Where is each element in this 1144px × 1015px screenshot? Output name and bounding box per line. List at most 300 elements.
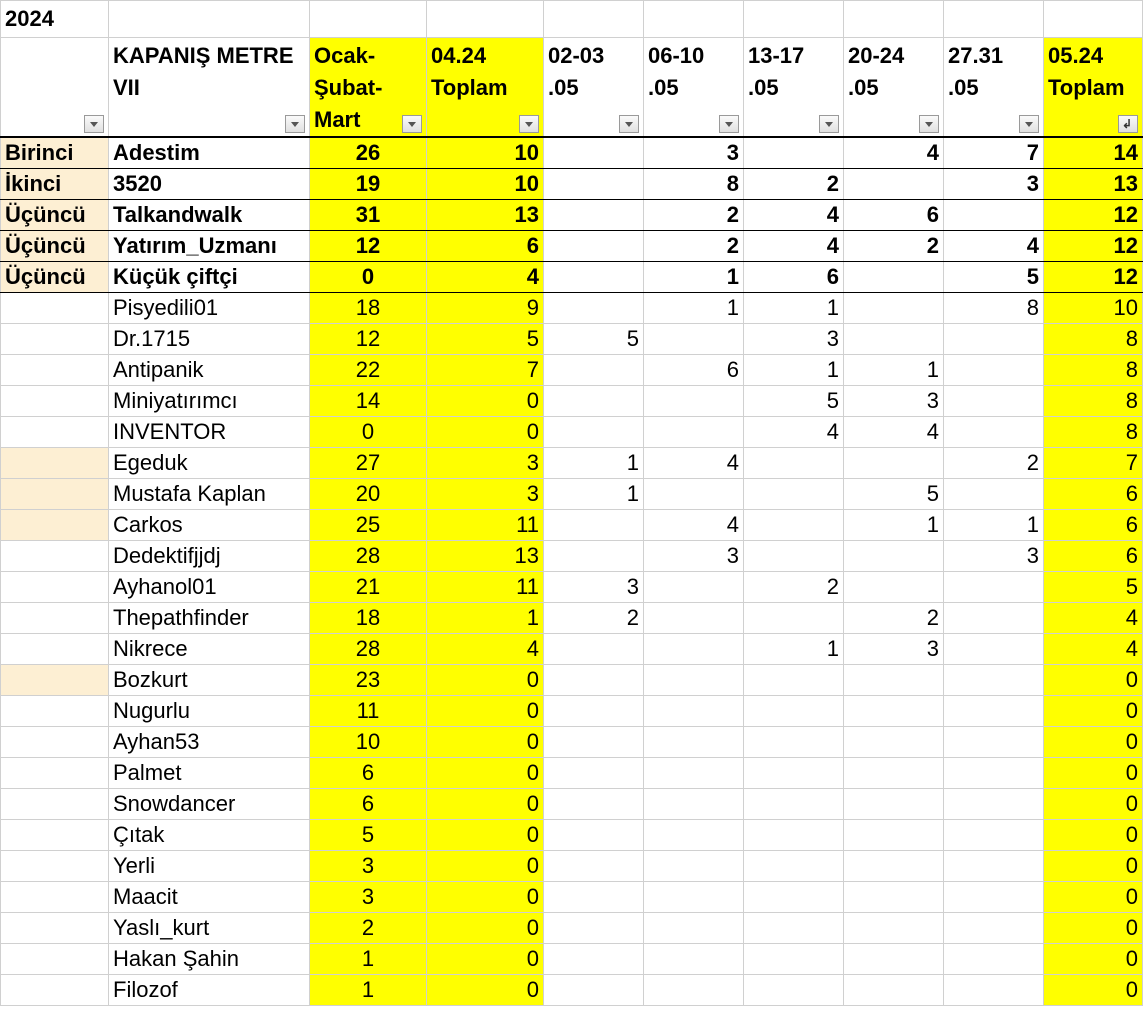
cell-w2[interactable]: 4: [644, 510, 744, 541]
cell-q1[interactable]: 6: [310, 758, 427, 789]
cell-w4[interactable]: [844, 758, 944, 789]
cell-w2[interactable]: 4: [644, 448, 744, 479]
cell-apr[interactable]: 0: [427, 696, 544, 727]
cell-w1[interactable]: [544, 944, 644, 975]
cell-w5[interactable]: [944, 386, 1044, 417]
cell-q1[interactable]: 14: [310, 386, 427, 417]
cell[interactable]: [944, 1, 1044, 38]
cell-w4[interactable]: [844, 293, 944, 324]
cell-may[interactable]: 0: [1044, 696, 1143, 727]
cell-w3[interactable]: 1: [744, 355, 844, 386]
cell[interactable]: [744, 1, 844, 38]
cell-apr[interactable]: 11: [427, 510, 544, 541]
cell-w2[interactable]: [644, 975, 744, 1006]
header-cell-rank[interactable]: [1, 38, 109, 138]
cell-apr[interactable]: 11: [427, 572, 544, 603]
cell-q1[interactable]: 28: [310, 634, 427, 665]
cell-q1[interactable]: 5: [310, 820, 427, 851]
cell-may[interactable]: 8: [1044, 324, 1143, 355]
cell-apr[interactable]: 4: [427, 262, 544, 293]
cell-w4[interactable]: [844, 324, 944, 355]
cell-w2[interactable]: 3: [644, 541, 744, 572]
cell-w2[interactable]: [644, 882, 744, 913]
cell-w1[interactable]: [544, 231, 644, 262]
header-cell-name[interactable]: [109, 38, 310, 138]
cell-name[interactable]: Pisyedili01: [109, 293, 310, 324]
cell-w5[interactable]: [944, 696, 1044, 727]
cell-w3[interactable]: [744, 696, 844, 727]
cell-w3[interactable]: [744, 913, 844, 944]
cell-w1[interactable]: [544, 665, 644, 696]
cell-w4[interactable]: 3: [844, 634, 944, 665]
cell-name[interactable]: Ayhan53: [109, 727, 310, 758]
cell-w3[interactable]: 4: [744, 200, 844, 231]
cell-w5[interactable]: [944, 634, 1044, 665]
cell-q1[interactable]: 23: [310, 665, 427, 696]
cell-w3[interactable]: [744, 851, 844, 882]
cell-may[interactable]: 13: [1044, 169, 1143, 200]
cell[interactable]: [109, 1, 310, 38]
cell-w2[interactable]: 1: [644, 293, 744, 324]
year-cell[interactable]: 2024: [1, 1, 109, 38]
cell-rank[interactable]: [1, 417, 109, 448]
cell[interactable]: [310, 1, 427, 38]
cell-apr[interactable]: 10: [427, 137, 544, 169]
cell-name[interactable]: Palmet: [109, 758, 310, 789]
cell-w1[interactable]: [544, 200, 644, 231]
cell-q1[interactable]: 25: [310, 510, 427, 541]
cell-q1[interactable]: 20: [310, 479, 427, 510]
cell-rank[interactable]: [1, 944, 109, 975]
cell-rank[interactable]: [1, 758, 109, 789]
cell-apr[interactable]: 0: [427, 882, 544, 913]
cell-w4[interactable]: [844, 882, 944, 913]
cell-w5[interactable]: 2: [944, 448, 1044, 479]
cell-name[interactable]: Mustafa Kaplan: [109, 479, 310, 510]
cell-may[interactable]: 12: [1044, 200, 1143, 231]
cell-apr[interactable]: 3: [427, 479, 544, 510]
cell-may[interactable]: 8: [1044, 417, 1143, 448]
cell-w5[interactable]: 3: [944, 541, 1044, 572]
cell-rank[interactable]: [1, 882, 109, 913]
cell-w4[interactable]: [844, 169, 944, 200]
cell-may[interactable]: 5: [1044, 572, 1143, 603]
cell-w4[interactable]: [844, 541, 944, 572]
cell-name[interactable]: Dedektifjjdj: [109, 541, 310, 572]
cell-rank[interactable]: Üçüncü: [1, 231, 109, 262]
cell-rank[interactable]: [1, 820, 109, 851]
cell-w3[interactable]: 5: [744, 386, 844, 417]
cell-w4[interactable]: 4: [844, 417, 944, 448]
cell-w5[interactable]: [944, 479, 1044, 510]
cell[interactable]: [644, 1, 744, 38]
cell-apr[interactable]: 4: [427, 634, 544, 665]
cell-w4[interactable]: [844, 572, 944, 603]
cell-w5[interactable]: 8: [944, 293, 1044, 324]
cell-name[interactable]: Snowdancer: [109, 789, 310, 820]
cell-may[interactable]: 0: [1044, 975, 1143, 1006]
cell-rank[interactable]: [1, 665, 109, 696]
cell-w2[interactable]: [644, 696, 744, 727]
filter-dropdown-button[interactable]: [519, 115, 539, 133]
cell-name[interactable]: Adestim: [109, 137, 310, 169]
cell-q1[interactable]: 18: [310, 293, 427, 324]
filter-dropdown-button[interactable]: [1019, 115, 1039, 133]
cell-w3[interactable]: [744, 727, 844, 758]
cell-w3[interactable]: [744, 665, 844, 696]
cell-apr[interactable]: 0: [427, 417, 544, 448]
cell-name[interactable]: Yerli: [109, 851, 310, 882]
cell-w4[interactable]: [844, 262, 944, 293]
cell-apr[interactable]: 0: [427, 975, 544, 1006]
cell-w3[interactable]: [744, 820, 844, 851]
cell-w3[interactable]: 4: [744, 417, 844, 448]
cell-rank[interactable]: [1, 696, 109, 727]
cell-may[interactable]: 8: [1044, 355, 1143, 386]
cell-q1[interactable]: 1: [310, 944, 427, 975]
cell-name[interactable]: Bozkurt: [109, 665, 310, 696]
cell-w3[interactable]: [744, 479, 844, 510]
cell-rank[interactable]: Üçüncü: [1, 200, 109, 231]
cell-w1[interactable]: [544, 262, 644, 293]
filter-dropdown-button[interactable]: [919, 115, 939, 133]
cell-name[interactable]: Dr.1715: [109, 324, 310, 355]
cell-w4[interactable]: [844, 789, 944, 820]
cell-q1[interactable]: 12: [310, 324, 427, 355]
cell-w5[interactable]: [944, 820, 1044, 851]
cell-rank[interactable]: [1, 634, 109, 665]
cell-apr[interactable]: 10: [427, 169, 544, 200]
cell-w3[interactable]: 2: [744, 572, 844, 603]
cell-w3[interactable]: 3: [744, 324, 844, 355]
cell-w5[interactable]: [944, 355, 1044, 386]
filter-dropdown-button[interactable]: [84, 115, 104, 133]
cell-name[interactable]: Filozof: [109, 975, 310, 1006]
cell-w3[interactable]: 1: [744, 293, 844, 324]
cell-may[interactable]: 0: [1044, 913, 1143, 944]
cell-q1[interactable]: 0: [310, 417, 427, 448]
cell-w1[interactable]: [544, 913, 644, 944]
cell-w2[interactable]: 3: [644, 137, 744, 169]
cell-q1[interactable]: 27: [310, 448, 427, 479]
cell-q1[interactable]: 18: [310, 603, 427, 634]
cell-w4[interactable]: 5: [844, 479, 944, 510]
cell-name[interactable]: Yaslı_kurt: [109, 913, 310, 944]
cell-w5[interactable]: [944, 789, 1044, 820]
cell-apr[interactable]: 9: [427, 293, 544, 324]
cell-q1[interactable]: 0: [310, 262, 427, 293]
cell-w1[interactable]: [544, 169, 644, 200]
cell-rank[interactable]: [1, 386, 109, 417]
cell-may[interactable]: 0: [1044, 789, 1143, 820]
cell-may[interactable]: 0: [1044, 820, 1143, 851]
cell-name[interactable]: Antipanik: [109, 355, 310, 386]
cell-may[interactable]: 12: [1044, 231, 1143, 262]
cell-w2[interactable]: [644, 386, 744, 417]
cell-w5[interactable]: 3: [944, 169, 1044, 200]
cell-name[interactable]: INVENTOR: [109, 417, 310, 448]
cell-apr[interactable]: 13: [427, 200, 544, 231]
cell-q1[interactable]: 19: [310, 169, 427, 200]
cell-name[interactable]: Yatırım_Uzmanı: [109, 231, 310, 262]
cell-rank[interactable]: [1, 789, 109, 820]
cell[interactable]: [427, 1, 544, 38]
header-cell-q1[interactable]: [310, 38, 427, 138]
cell-w5[interactable]: [944, 324, 1044, 355]
cell-w5[interactable]: [944, 882, 1044, 913]
cell-rank[interactable]: [1, 913, 109, 944]
cell-may[interactable]: 6: [1044, 479, 1143, 510]
cell-w4[interactable]: 3: [844, 386, 944, 417]
cell-w4[interactable]: [844, 944, 944, 975]
filter-dropdown-button[interactable]: [819, 115, 839, 133]
cell-rank[interactable]: [1, 324, 109, 355]
cell-w2[interactable]: [644, 727, 744, 758]
cell-w4[interactable]: [844, 727, 944, 758]
cell-apr[interactable]: 7: [427, 355, 544, 386]
cell-w1[interactable]: [544, 851, 644, 882]
cell-may[interactable]: 0: [1044, 851, 1143, 882]
cell-w4[interactable]: [844, 665, 944, 696]
cell-w1[interactable]: [544, 541, 644, 572]
cell-w2[interactable]: [644, 324, 744, 355]
cell-q1[interactable]: 10: [310, 727, 427, 758]
cell-w1[interactable]: [544, 634, 644, 665]
cell-name[interactable]: Küçük çiftçi: [109, 262, 310, 293]
cell-w1[interactable]: [544, 727, 644, 758]
cell-w5[interactable]: [944, 913, 1044, 944]
cell-rank[interactable]: [1, 479, 109, 510]
cell-w1[interactable]: 5: [544, 324, 644, 355]
cell-rank[interactable]: [1, 541, 109, 572]
cell-may[interactable]: 7: [1044, 448, 1143, 479]
cell-may[interactable]: 8: [1044, 386, 1143, 417]
cell-apr[interactable]: 0: [427, 944, 544, 975]
cell-w3[interactable]: [744, 944, 844, 975]
cell[interactable]: [544, 1, 644, 38]
cell-w4[interactable]: 2: [844, 603, 944, 634]
cell-rank[interactable]: [1, 448, 109, 479]
cell-may[interactable]: 10: [1044, 293, 1143, 324]
cell-name[interactable]: Thepathfinder: [109, 603, 310, 634]
cell-rank[interactable]: [1, 355, 109, 386]
cell-w1[interactable]: [544, 975, 644, 1006]
header-cell-w4[interactable]: [844, 38, 944, 138]
cell-w3[interactable]: 1: [744, 634, 844, 665]
cell-apr[interactable]: 5: [427, 324, 544, 355]
cell-apr[interactable]: 0: [427, 386, 544, 417]
cell-w3[interactable]: [744, 882, 844, 913]
cell-rank[interactable]: Üçüncü: [1, 262, 109, 293]
cell-apr[interactable]: 13: [427, 541, 544, 572]
cell-rank[interactable]: [1, 975, 109, 1006]
cell-w1[interactable]: [544, 293, 644, 324]
cell-apr[interactable]: 0: [427, 913, 544, 944]
cell-w2[interactable]: 1: [644, 262, 744, 293]
cell-w1[interactable]: [544, 820, 644, 851]
cell-rank[interactable]: [1, 727, 109, 758]
cell-w1[interactable]: 1: [544, 448, 644, 479]
cell-w4[interactable]: [844, 448, 944, 479]
cell-may[interactable]: 0: [1044, 758, 1143, 789]
cell-w5[interactable]: [944, 851, 1044, 882]
cell-name[interactable]: 3520: [109, 169, 310, 200]
cell-w2[interactable]: [644, 758, 744, 789]
sort-descending-filter-button[interactable]: [1118, 115, 1138, 133]
cell-apr[interactable]: 0: [427, 665, 544, 696]
cell-w5[interactable]: [944, 200, 1044, 231]
cell-w1[interactable]: 2: [544, 603, 644, 634]
cell-w3[interactable]: [744, 541, 844, 572]
cell-name[interactable]: Ayhanol01: [109, 572, 310, 603]
cell-w1[interactable]: [544, 417, 644, 448]
cell-q1[interactable]: 1: [310, 975, 427, 1006]
cell-w4[interactable]: [844, 913, 944, 944]
cell-w1[interactable]: [544, 789, 644, 820]
cell-w1[interactable]: [544, 882, 644, 913]
header-cell-w5[interactable]: [944, 38, 1044, 138]
cell-w2[interactable]: [644, 572, 744, 603]
cell-w3[interactable]: [744, 510, 844, 541]
cell-w3[interactable]: [744, 603, 844, 634]
cell-w4[interactable]: 1: [844, 510, 944, 541]
cell-w2[interactable]: [644, 913, 744, 944]
cell-w5[interactable]: [944, 665, 1044, 696]
cell-q1[interactable]: 31: [310, 200, 427, 231]
cell-w2[interactable]: [644, 851, 744, 882]
cell-w2[interactable]: [644, 944, 744, 975]
cell-w4[interactable]: [844, 696, 944, 727]
cell-w2[interactable]: [644, 479, 744, 510]
cell-w1[interactable]: 3: [544, 572, 644, 603]
cell-w4[interactable]: [844, 975, 944, 1006]
cell-rank[interactable]: [1, 572, 109, 603]
cell[interactable]: [1044, 1, 1143, 38]
cell-rank[interactable]: [1, 510, 109, 541]
cell-w4[interactable]: 4: [844, 137, 944, 169]
cell-q1[interactable]: 12: [310, 231, 427, 262]
filter-dropdown-button[interactable]: [402, 115, 422, 133]
cell-w2[interactable]: [644, 820, 744, 851]
cell-apr[interactable]: 6: [427, 231, 544, 262]
cell-w4[interactable]: [844, 820, 944, 851]
cell-name[interactable]: Maacit: [109, 882, 310, 913]
cell-apr[interactable]: 0: [427, 727, 544, 758]
cell-may[interactable]: 0: [1044, 665, 1143, 696]
cell-w1[interactable]: [544, 355, 644, 386]
cell-q1[interactable]: 11: [310, 696, 427, 727]
cell-apr[interactable]: 0: [427, 851, 544, 882]
cell-q1[interactable]: 28: [310, 541, 427, 572]
cell-w5[interactable]: [944, 727, 1044, 758]
cell-apr[interactable]: 1: [427, 603, 544, 634]
cell-w4[interactable]: 6: [844, 200, 944, 231]
cell-rank[interactable]: [1, 293, 109, 324]
cell-w5[interactable]: [944, 572, 1044, 603]
cell-rank[interactable]: [1, 851, 109, 882]
cell-q1[interactable]: 3: [310, 882, 427, 913]
cell-w2[interactable]: 2: [644, 231, 744, 262]
header-cell-w3[interactable]: [744, 38, 844, 138]
cell-may[interactable]: 0: [1044, 944, 1143, 975]
cell-q1[interactable]: 2: [310, 913, 427, 944]
cell-name[interactable]: Hakan Şahin: [109, 944, 310, 975]
cell-w3[interactable]: 2: [744, 169, 844, 200]
cell-apr[interactable]: 0: [427, 820, 544, 851]
cell-name[interactable]: Egeduk: [109, 448, 310, 479]
header-cell-may[interactable]: [1044, 38, 1143, 138]
cell-w3[interactable]: [744, 975, 844, 1006]
cell-w1[interactable]: [544, 696, 644, 727]
cell-w2[interactable]: [644, 634, 744, 665]
cell-w2[interactable]: 2: [644, 200, 744, 231]
cell-w2[interactable]: [644, 417, 744, 448]
cell-name[interactable]: Miniyatırımcı: [109, 386, 310, 417]
cell-may[interactable]: 6: [1044, 510, 1143, 541]
header-cell-apr[interactable]: [427, 38, 544, 138]
cell-name[interactable]: Nikrece: [109, 634, 310, 665]
cell-w1[interactable]: [544, 510, 644, 541]
cell-w5[interactable]: 7: [944, 137, 1044, 169]
cell-may[interactable]: 6: [1044, 541, 1143, 572]
cell-w3[interactable]: [744, 448, 844, 479]
cell-may[interactable]: 4: [1044, 603, 1143, 634]
cell-name[interactable]: Nugurlu: [109, 696, 310, 727]
cell-w4[interactable]: 2: [844, 231, 944, 262]
cell-rank[interactable]: Birinci: [1, 137, 109, 169]
cell-w3[interactable]: [744, 758, 844, 789]
cell-name[interactable]: Talkandwalk: [109, 200, 310, 231]
cell-rank[interactable]: [1, 603, 109, 634]
cell-w5[interactable]: [944, 975, 1044, 1006]
cell-q1[interactable]: 21: [310, 572, 427, 603]
cell-w5[interactable]: [944, 603, 1044, 634]
cell-apr[interactable]: 0: [427, 789, 544, 820]
cell-may[interactable]: 0: [1044, 727, 1143, 758]
cell-q1[interactable]: 6: [310, 789, 427, 820]
cell-may[interactable]: 0: [1044, 882, 1143, 913]
cell-w5[interactable]: [944, 758, 1044, 789]
cell-w3[interactable]: 4: [744, 231, 844, 262]
cell-name[interactable]: Carkos: [109, 510, 310, 541]
cell-may[interactable]: 12: [1044, 262, 1143, 293]
filter-dropdown-button[interactable]: [285, 115, 305, 133]
cell-w5[interactable]: 5: [944, 262, 1044, 293]
cell-w5[interactable]: 1: [944, 510, 1044, 541]
header-cell-w1[interactable]: [544, 38, 644, 138]
cell-w4[interactable]: 1: [844, 355, 944, 386]
cell-w1[interactable]: [544, 758, 644, 789]
cell-apr[interactable]: 3: [427, 448, 544, 479]
cell-w3[interactable]: [744, 137, 844, 169]
cell-q1[interactable]: 26: [310, 137, 427, 169]
cell-w1[interactable]: [544, 386, 644, 417]
cell-apr[interactable]: 0: [427, 758, 544, 789]
cell[interactable]: [844, 1, 944, 38]
cell-q1[interactable]: 3: [310, 851, 427, 882]
filter-dropdown-button[interactable]: [719, 115, 739, 133]
header-cell-w2[interactable]: [644, 38, 744, 138]
cell-w5[interactable]: 4: [944, 231, 1044, 262]
cell-w2[interactable]: [644, 665, 744, 696]
cell-name[interactable]: Çıtak: [109, 820, 310, 851]
cell-w5[interactable]: [944, 417, 1044, 448]
cell-w1[interactable]: 1: [544, 479, 644, 510]
cell-w1[interactable]: [544, 137, 644, 169]
cell-w2[interactable]: [644, 789, 744, 820]
cell-w5[interactable]: [944, 944, 1044, 975]
cell-q1[interactable]: 22: [310, 355, 427, 386]
